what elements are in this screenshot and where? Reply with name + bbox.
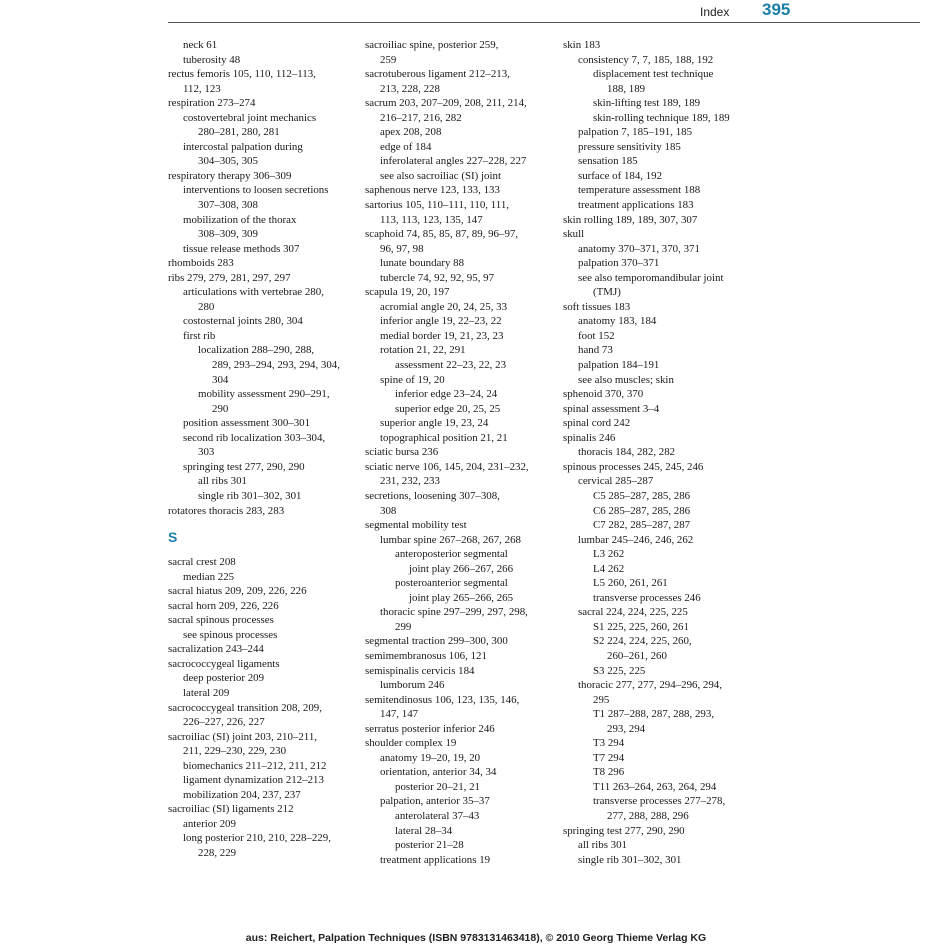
index-subentry: anatomy 370–371, 370, 371 [578,242,700,255]
index-entry: skin rolling 189, 189, 307, 307 [563,213,698,226]
index-entry: scapula 19, 20, 197 [365,286,450,299]
index-entry: rhomboids 283 [168,257,234,270]
index-subentry: 299 [395,620,412,633]
index-subentry: biomechanics 211–212, 211, 212 [183,759,327,772]
index-subentry: thoracic spine 297–299, 297, 298, [380,606,528,619]
index-subentry: second rib localization 303–304, [183,431,326,444]
index-subentry: 289, 293–294, 293, 294, 304, [212,359,340,372]
index-subentry: palpation 184–191 [578,359,660,372]
index-entry: respiratory therapy 306–309 [168,169,292,182]
index-subentry: T3 294 [593,737,625,750]
index-subentry: foot 152 [578,329,615,342]
index-subentry: 277, 288, 288, 296 [607,809,689,822]
index-subentry: see spinous processes [183,628,278,641]
index-entry: soft tissues 183 [563,300,631,313]
index-entry: sacral spinous processes [168,614,274,627]
index-entry: skull [563,228,585,241]
index-subentry: lumborum 246 [380,679,445,692]
index-subentry: 188, 189 [607,82,646,95]
index-subentry: intercostal palpation during [183,140,303,153]
index-subentry: palpation, anterior 35–37 [380,795,490,808]
index-entry: serratus posterior inferior 246 [365,722,495,735]
index-subentry: inferior edge 23–24, 24 [395,388,498,401]
index-subentry: see also muscles; skin [578,373,674,386]
index-subentry: transverse processes 246 [593,591,701,604]
index-entry: sacrococcygeal ligaments [168,657,280,670]
index-subentry: orientation, anterior 34, 34 [380,766,497,779]
index-entry: spinalis 246 [563,431,616,444]
index-subentry: skin-rolling technique 189, 189 [593,111,730,124]
index-subentry: posteroanterior segmental [395,577,508,590]
index-subentry: springing test 277, 290, 290 [183,460,305,473]
index-entry: shoulder complex 19 [365,737,457,750]
index-subentry: all ribs 301 [578,839,628,852]
index-subentry: 96, 97, 98 [380,242,424,255]
index-subentry: neck 61 [183,39,218,51]
index-subentry: articulations with vertebrae 280, [183,286,324,299]
index-subentry: palpation 370–371 [578,257,660,270]
index-subentry: acromial angle 20, 24, 25, 33 [380,300,508,313]
index-entry: saphenous nerve 123, 133, 133 [365,184,500,197]
index-entry: springing test 277, 290, 290 [563,824,685,837]
index-subentry: temperature assessment 188 [578,184,701,197]
index-subentry: anterolateral 37–43 [395,809,480,822]
index-subentry: ligament dynamization 212–213 [183,774,324,787]
index-subentry: inferior angle 19, 22–23, 22 [380,315,502,328]
index-column-3 [563,38,758,867]
index-subentry: T11 263–264, 263, 264, 294 [593,780,717,793]
index-subentry: skin-lifting test 189, 189 [593,97,701,110]
index-entry: sacral crest 208 [168,556,236,569]
index-subentry: 112, 123 [183,82,221,95]
index-subentry: 216–217, 216, 282 [380,111,462,124]
index-subentry: single rib 301–302, 301 [578,853,682,866]
index-entry: secretions, loosening 307–308, [365,489,500,502]
index-subentry: long posterior 210, 210, 228–229, [183,832,331,845]
index-subentry: lateral 209 [183,686,230,699]
index-subentry: single rib 301–302, 301 [198,489,302,502]
page-number: 395 [762,0,791,19]
index-subentry: anteroposterior segmental [395,548,508,561]
index-entry: skin 183 [563,39,601,51]
index-column-1 [168,38,358,861]
index-entry: ribs 279, 279, 281, 297, 297 [168,271,291,284]
index-subentry: pressure sensitivity 185 [578,140,681,153]
index-entry: sacrum 203, 207–209, 208, 211, 214, [365,97,527,110]
index-letter-heading: S [168,529,178,546]
index-subentry: 213, 228, 228 [380,82,440,95]
index-entry: rectus femoris 105, 110, 112–113, [168,68,316,81]
index-subentry: lunate boundary 88 [380,257,465,270]
index-subentry: 260–261, 260 [607,649,667,662]
index-subentry: medial border 19, 21, 23, 23 [380,329,504,342]
index-subentry: lumbar spine 267–268, 267, 268 [380,533,521,546]
index-subentry: tissue release methods 307 [183,242,300,255]
index-subentry: rotation 21, 22, 291 [380,344,466,357]
index-subentry: all ribs 301 [198,475,248,488]
index-entry: semimembranosus 106, 121 [365,649,487,662]
index-entry: sacroiliac spine, posterior 259, [365,39,499,51]
running-header-label: Index [700,5,730,19]
index-entry: sacrococcygeal transition 208, 209, [168,701,322,714]
index-subentry: localization 288–290, 288, [198,344,315,357]
index-subentry: 308–309, 309 [198,228,258,241]
index-subentry: posterior 20–21, 21 [395,780,480,793]
index-subentry: 226–227, 226, 227 [183,716,265,729]
index-subentry: 307–308, 308 [198,199,258,212]
index-subentry: tuberosity 48 [183,53,241,66]
index-subentry: sensation 185 [578,155,638,168]
index-subentry: position assessment 300–301 [183,417,311,430]
index-subentry: thoracic 277, 277, 294–296, 294, [578,679,722,692]
index-subentry: tubercle 74, 92, 92, 95, 97 [380,271,495,284]
index-subentry: T7 294 [593,751,625,764]
index-subentry: 259 [380,53,397,66]
index-subentry: spine of 19, 20 [380,373,445,386]
index-entry: semispinalis cervicis 184 [365,664,475,677]
index-subentry: assessment 22–23, 22, 23 [395,359,507,372]
index-entry: spinous processes 245, 245, 246 [563,460,704,473]
index-subentry: edge of 184 [380,140,432,153]
index-subentry: 231, 232, 233 [380,475,440,488]
index-subentry: inferolateral angles 227–228, 227 [380,155,527,168]
index-subentry: 113, 113, 123, 135, 147 [380,213,483,226]
index-entry: segmental traction 299–300, 300 [365,635,508,648]
index-subentry: topographical position 21, 21 [380,431,508,444]
index-subentry: T1 287–288, 287, 288, 293, [593,708,715,721]
index-subentry: lateral 28–34 [395,824,453,837]
index-entry: sciatic bursa 236 [365,446,439,459]
index-entry: spinal assessment 3–4 [563,402,660,415]
index-entry: sacrotuberous ligament 212–213, [365,68,510,81]
index-subentry: mobility assessment 290–291, [198,388,330,401]
index-subentry: 147, 147 [380,708,419,721]
index-subentry: lumbar 245–246, 246, 262 [578,533,694,546]
index-entry: spinal cord 242 [563,417,631,430]
index-subentry: treatment applications 183 [578,199,694,212]
index-subentry: superior angle 19, 23, 24 [380,417,489,430]
index-subentry: costovertebral joint mechanics [183,111,317,124]
index-subentry: median 225 [183,570,235,583]
index-subentry: L4 262 [593,562,625,575]
index-subentry: (TMJ) [593,286,621,299]
index-subentry: S2 224, 224, 225, 260, [593,635,692,648]
index-subentry: treatment applications 19 [380,853,491,866]
index-subentry: sacral 224, 224, 225, 225 [578,606,688,619]
index-subentry: apex 208, 208 [380,126,442,139]
index-subentry: hand 73 [578,344,613,357]
index-subentry: cervical 285–287 [578,475,654,488]
index-subentry: 290 [212,402,229,415]
index-entry: sacroiliac (SI) ligaments 212 [168,803,294,816]
index-subentry: costosternal joints 280, 304 [183,315,303,328]
index-subentry: anatomy 19–20, 19, 20 [380,751,481,764]
index-entry: sacral hiatus 209, 209, 226, 226 [168,585,307,598]
index-entry: sartorius 105, 110–111, 110, 111, [365,199,509,212]
index-subentry: transverse processes 277–278, [593,795,726,808]
index-subentry: S1 225, 225, 260, 261 [593,620,689,633]
index-subentry: surface of 184, 192 [578,169,663,182]
index-subentry: L5 260, 261, 261 [593,577,668,590]
index-entry: sciatic nerve 106, 145, 204, 231–232, [365,460,529,473]
index-subentry: mobilization 204, 237, 237 [183,788,301,801]
index-subentry: T8 296 [593,766,625,779]
index-entry: sacroiliac (SI) joint 203, 210–211, [168,730,318,743]
index-subentry: 293, 294 [607,722,646,735]
index-subentry: anatomy 183, 184 [578,315,657,328]
index-subentry: C7 282, 285–287, 287 [593,519,691,532]
index-subentry: mobilization of the thorax [183,213,297,226]
index-subentry: consistency 7, 7, 185, 188, 192 [578,53,714,66]
index-subentry: anterior 209 [183,817,236,830]
index-subentry: superior edge 20, 25, 25 [395,402,501,415]
index-subentry: 303 [198,446,215,459]
index-entry: sacralization 243–244 [168,643,264,656]
index-subentry: displacement test technique [593,68,714,81]
index-subentry: C5 285–287, 285, 286 [593,489,691,502]
index-subentry: 228, 229 [198,846,237,859]
index-subentry: see also temporomandibular joint [578,271,724,284]
index-subentry: deep posterior 209 [183,672,265,685]
index-subentry: interventions to loosen secretions [183,184,329,197]
index-column-2 [365,38,555,867]
index-entry: sacral horn 209, 226, 226 [168,599,279,612]
index-subentry: S3 225, 225 [593,664,646,677]
index-subentry: see also sacroiliac (SI) joint [380,169,501,182]
index-entry: segmental mobility test [365,519,467,532]
index-subentry: 304 [212,373,229,386]
index-subentry: 211, 229–230, 229, 230 [183,745,287,758]
index-subentry: palpation 7, 185–191, 185 [578,126,693,139]
header-rule [168,22,920,23]
index-entry: scaphoid 74, 85, 85, 87, 89, 96–97, [365,228,519,241]
index-subentry: 308 [380,504,397,517]
index-subentry: 280–281, 280, 281 [198,126,280,139]
index-subentry: first rib [183,329,216,342]
index-subentry: thoracis 184, 282, 282 [578,446,676,459]
index-subentry: joint play 266–267, 266 [409,562,514,575]
index-subentry: 304–305, 305 [198,155,258,168]
index-subentry: posterior 21–28 [395,839,464,852]
index-entry: rotatores thoracis 283, 283 [168,504,285,517]
index-entry: sphenoid 370, 370 [563,388,644,401]
index-subentry: 280 [198,300,215,313]
index-entry: respiration 273–274 [168,97,256,110]
index-subentry: C6 285–287, 285, 286 [593,504,691,517]
index-subentry: L3 262 [593,548,625,561]
index-entry: semitendinosus 106, 123, 135, 146, [365,693,520,706]
index-subentry: 295 [593,693,610,706]
index-subentry: joint play 265–266, 265 [409,591,514,604]
source-footer: aus: Reichert, Palpation Techniques (ISBN 9783131463418), © 2010 Georg Thieme Verlag KG [245,932,707,944]
